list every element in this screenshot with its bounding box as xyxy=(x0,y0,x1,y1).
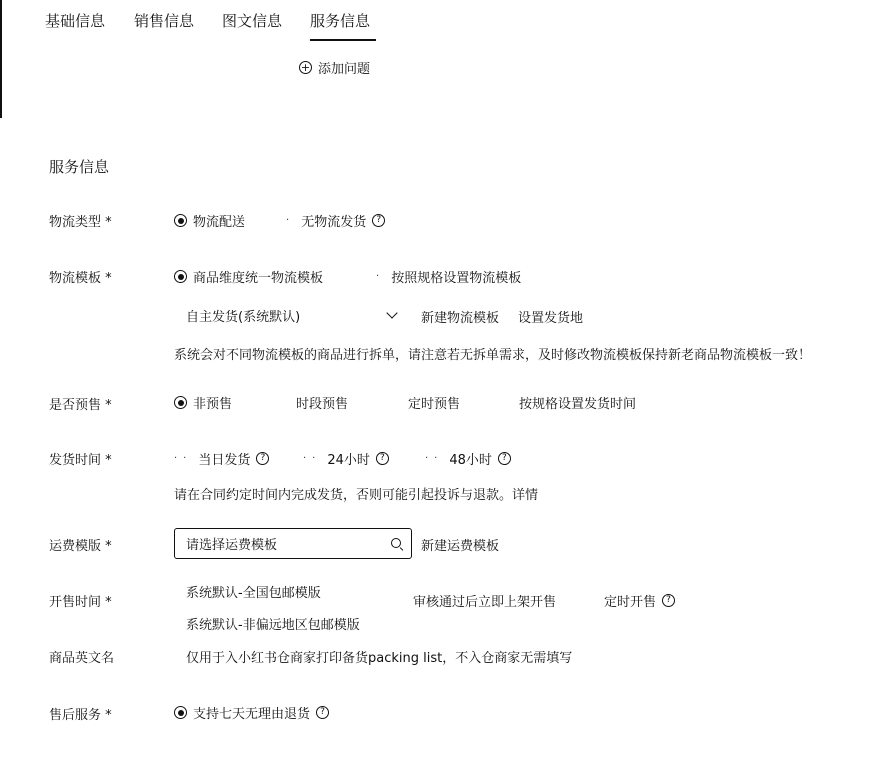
question-help-icon[interactable]: ? xyxy=(662,594,675,607)
add-question-button[interactable] xyxy=(299,58,370,77)
presale-label: 是否预售 * xyxy=(49,398,112,413)
question-help-icon[interactable]: ? xyxy=(376,452,389,465)
option-label: 48小时 xyxy=(449,453,492,468)
option-label: 非预售 xyxy=(193,397,233,412)
search-icon xyxy=(391,538,403,550)
tab-basic-info[interactable]: 基础信息 xyxy=(45,12,106,30)
tab-media-info[interactable]: 图文信息 xyxy=(222,12,283,30)
freight-dropdown-item[interactable]: 系统默认-非偏远地区包邮模版 xyxy=(186,618,360,633)
input-placeholder: 请选择运费模板 xyxy=(186,538,278,553)
after-sale-label: 售后服务 * xyxy=(49,708,112,723)
ship-time-option-same-day[interactable] xyxy=(174,449,269,468)
logistics-template-option-by-spec[interactable] xyxy=(376,267,521,286)
english-name-input[interactable]: 仅用于入小红书仓商家打印备货packing list，不入仓商家无需填写 xyxy=(186,651,573,666)
chevron-down-icon xyxy=(386,307,397,318)
set-ship-origin-link[interactable]: 设置发货地 xyxy=(518,311,584,326)
option-label: 支持七天无理由退货 xyxy=(193,707,311,722)
logistics-template-option-unified[interactable] xyxy=(174,267,323,286)
presale-option-none[interactable] xyxy=(174,393,232,412)
radio-unchecked-icon: · xyxy=(376,271,386,282)
presale-option-period[interactable] xyxy=(296,393,348,412)
option-label: 时段预售 xyxy=(296,397,349,412)
question-help-icon[interactable]: ? xyxy=(498,452,511,465)
logistics-template-select[interactable] xyxy=(174,300,406,330)
sale-start-option-immediate[interactable] xyxy=(413,591,556,610)
ship-time-option-48h[interactable] xyxy=(425,449,511,468)
option-label: 物流配送 xyxy=(193,215,246,230)
presale-option-scheduled[interactable] xyxy=(408,393,460,412)
logistics-type-option-no-logistics[interactable] xyxy=(286,211,385,230)
radio-unchecked-icon: ·· xyxy=(303,453,322,464)
question-help-icon[interactable]: ? xyxy=(316,706,329,719)
sale-start-label: 开售时间 * xyxy=(49,595,112,610)
english-name-label: 商品英文名 xyxy=(49,651,115,666)
logistics-type-label: 物流类型 * xyxy=(49,215,112,230)
ship-time-hint: 请在合同约定时间内完成发货，否则可能引起投诉与退款。详情 xyxy=(174,488,539,503)
logistics-template-label: 物流模板 * xyxy=(49,271,112,286)
presale-option-by-spec[interactable] xyxy=(519,393,636,412)
option-label: 按规格设置发货时间 xyxy=(519,397,637,412)
active-tab-indicator xyxy=(310,39,376,41)
option-label: 定时开售 xyxy=(604,595,657,610)
option-label: 商品维度统一物流模板 xyxy=(193,271,324,286)
select-value: 自主发货(系统默认) xyxy=(186,309,301,325)
new-logistics-template-link[interactable]: 新建物流模板 xyxy=(421,311,500,326)
option-label: 当日发货 xyxy=(198,453,251,468)
radio-checked-icon xyxy=(174,396,187,409)
logistics-split-notice: 系统会对不同物流模板的商品进行拆单，请注意若无拆单需求，及时修改物流模板保持新老商品物流模板一致！ xyxy=(174,348,812,363)
option-label: 按照规格设置物流模板 xyxy=(391,271,522,286)
question-help-icon[interactable]: ? xyxy=(372,214,385,227)
radio-unchecked-icon: · xyxy=(286,215,296,226)
logistics-type-option-delivery[interactable] xyxy=(174,211,245,230)
option-label: 无物流发货 xyxy=(301,215,367,230)
sale-start-option-scheduled[interactable] xyxy=(604,591,675,610)
option-label: 24小时 xyxy=(327,453,370,468)
new-freight-template-link[interactable]: 新建运费模板 xyxy=(421,539,500,554)
tab-sales-info[interactable]: 销售信息 xyxy=(134,12,195,30)
left-edge-bar xyxy=(0,0,2,118)
option-label: 定时预售 xyxy=(408,397,461,412)
radio-checked-icon xyxy=(174,270,187,283)
freight-template-search-input[interactable] xyxy=(174,528,412,559)
radio-unchecked-icon: ·· xyxy=(425,453,444,464)
section-title: 服务信息 xyxy=(49,158,110,176)
freight-dropdown-item[interactable]: 系统默认-全国包邮模版 xyxy=(186,586,321,601)
radio-unchecked-icon: ·· xyxy=(174,453,193,464)
radio-checked-icon xyxy=(174,706,187,719)
after-sale-option-7day-return[interactable] xyxy=(174,703,329,722)
freight-template-label: 运费模版 * xyxy=(49,539,112,554)
radio-checked-icon xyxy=(174,214,187,227)
ship-time-option-24h[interactable] xyxy=(303,449,389,468)
question-help-icon[interactable]: ? xyxy=(256,452,269,465)
plus-circle-icon: + xyxy=(300,61,311,74)
tab-service-info[interactable]: 服务信息 xyxy=(310,12,371,30)
ship-time-label: 发货时间 * xyxy=(49,453,112,468)
add-question-label: 添加问题 xyxy=(318,62,371,77)
option-label: 审核通过后立即上架开售 xyxy=(413,595,557,610)
